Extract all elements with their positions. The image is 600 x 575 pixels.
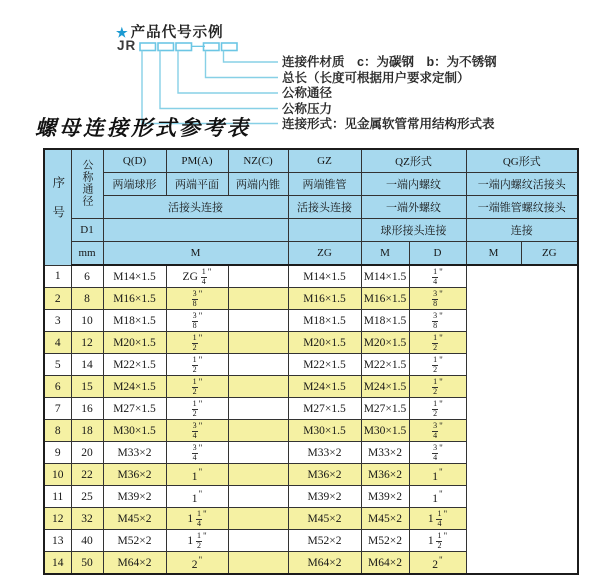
table-body	[44, 265, 578, 574]
table-row	[44, 310, 578, 332]
unit-header-qz-d: D	[409, 242, 466, 266]
col-header-diameter: 公称通径	[71, 149, 103, 219]
page-title: 螺母连接形式参考表	[35, 115, 251, 140]
cell-gz: 1 $\frac{1}{4}$ "	[166, 508, 228, 530]
cell-mm: 16	[71, 398, 103, 420]
cell-qg-zg: $\frac{1}{2}$ "	[409, 376, 466, 398]
unit-header-qg-zg: ZG	[521, 242, 578, 266]
cell-mm: 8	[71, 288, 103, 310]
cell-qg-zg: $\frac{3}{4}$ "	[409, 442, 466, 464]
cell-qz-d: M33×2	[288, 442, 361, 464]
unit-header-zg: ZG	[288, 242, 361, 266]
cell-m: M52×2	[103, 530, 166, 552]
subheader-blank-left	[103, 219, 288, 242]
header-row-1	[44, 149, 578, 173]
code-placeholder-box	[204, 43, 220, 51]
cell-mm: 14	[71, 354, 103, 376]
cell-qg-m: M64×2	[361, 552, 409, 575]
diagram-label-pressure: 公称压力	[282, 101, 333, 116]
cell-qg-zg: 1"	[409, 486, 466, 508]
header-row-5	[44, 242, 578, 266]
subheader-qz-inner-thread: 一端内螺纹	[361, 173, 466, 196]
cell-gz: $\frac{3}{4}$ "	[166, 442, 228, 464]
cell-qg-zg: $\frac{1}{2}$ "	[409, 398, 466, 420]
cell-gz: $\frac{1}{2}$ "	[166, 354, 228, 376]
star-icon: ★	[116, 25, 129, 40]
cell-qz-m	[228, 508, 288, 530]
cell-qg-zg: $\frac{1}{4}$ "	[409, 265, 466, 288]
cell-gz: $\frac{1}{2}$ "	[166, 376, 228, 398]
cell-qg-m: M36×2	[361, 464, 409, 486]
cell-m: M33×2	[103, 442, 166, 464]
cell-qg-m: M14×1.5	[361, 265, 409, 288]
cell-qg-zg: $\frac{1}{2}$ "	[409, 332, 466, 354]
cell-mm: 32	[71, 508, 103, 530]
cell-seq: 6	[44, 376, 71, 398]
cell-m: M18×1.5	[103, 310, 166, 332]
cell-qg-zg: $\frac{3}{4}$ "	[409, 420, 466, 442]
cell-qz-m	[228, 420, 288, 442]
col-header-seq: 序号	[44, 149, 71, 265]
code-placeholder-box	[158, 43, 174, 51]
subheader-nz-ends: 两端内锥	[228, 173, 288, 196]
cell-qz-m	[228, 530, 288, 552]
code-placeholder-box	[176, 43, 192, 51]
cell-qg-m: M27×1.5	[361, 398, 409, 420]
leader-line-diameter	[178, 51, 278, 94]
cell-qg-m: M20×1.5	[361, 332, 409, 354]
diagram-heading-text: 产品代号示例	[130, 25, 224, 41]
cell-qz-d: M45×2	[288, 508, 361, 530]
table-row	[44, 508, 578, 530]
table-row	[44, 464, 578, 486]
cell-qz-m	[228, 398, 288, 420]
cell-m: M20×1.5	[103, 332, 166, 354]
cell-seq: 14	[44, 552, 71, 575]
cell-qg-zg: 1"	[409, 464, 466, 486]
subheader-qg-connection: 连接	[466, 219, 578, 242]
cell-m: M39×2	[103, 486, 166, 508]
cell-qz-m	[228, 310, 288, 332]
subheader-qz-outer-thread: 一端外螺纹	[361, 196, 466, 219]
diagram-label-material: 连接件材质 c：为碳钢 b：为不锈钢	[282, 55, 497, 69]
cell-seq: 2	[44, 288, 71, 310]
cell-gz: $\frac{3}{4}$ "	[166, 420, 228, 442]
col-header-qd: Q(D)	[103, 149, 166, 173]
cell-mm: 40	[71, 530, 103, 552]
cell-mm: 6	[71, 265, 103, 288]
cell-mm: 10	[71, 310, 103, 332]
cell-qg-m: M45×2	[361, 508, 409, 530]
cell-qg-zg: 1 $\frac{1}{2}$ "	[409, 530, 466, 552]
subheader-union-connection: 活接头连接	[103, 196, 288, 219]
cell-qz-m	[228, 288, 288, 310]
table-row	[44, 442, 578, 464]
cell-seq: 10	[44, 464, 71, 486]
cell-seq: 5	[44, 354, 71, 376]
subheader-qg-taper-thread-joint: 一端锥管螺纹接头	[466, 196, 578, 219]
cell-mm: 22	[71, 464, 103, 486]
table-row	[44, 376, 578, 398]
cell-qz-d: M20×1.5	[288, 332, 361, 354]
cell-seq: 13	[44, 530, 71, 552]
cell-seq: 9	[44, 442, 71, 464]
diagram-label-length: 总长（长度可根据用户要求定制）	[282, 70, 470, 85]
col-header-qg: QG形式	[466, 149, 578, 173]
cell-mm: 25	[71, 486, 103, 508]
cell-qz-d: M14×1.5	[288, 265, 361, 288]
diagram-label-connection: 连接形式：见金属软管常用结构形式表	[282, 116, 495, 131]
cell-seq: 12	[44, 508, 71, 530]
cell-qz-m	[228, 486, 288, 508]
cell-qz-m	[228, 332, 288, 354]
code-placeholder-box	[140, 43, 156, 51]
cell-qg-m: M33×2	[361, 442, 409, 464]
unit-header-mm: mm	[71, 242, 103, 266]
cell-gz: $\frac{1}{2}$ "	[166, 332, 228, 354]
cell-qg-zg: 2"	[409, 552, 466, 575]
header-row-2	[44, 173, 578, 196]
table-row	[44, 332, 578, 354]
cell-seq: 7	[44, 398, 71, 420]
cell-m: M64×2	[103, 552, 166, 575]
subheader-q-ends: 两端球形	[103, 173, 166, 196]
cell-qz-d: M16×1.5	[288, 288, 361, 310]
cell-qz-d: M22×1.5	[288, 354, 361, 376]
cell-qg-m: M30×1.5	[361, 420, 409, 442]
unit-header-qz-m: M	[361, 242, 409, 266]
subheader-gz-union-connection: 活接头连接	[288, 196, 361, 219]
cell-qz-d: M52×2	[288, 530, 361, 552]
cell-m: M22×1.5	[103, 354, 166, 376]
table-row	[44, 486, 578, 508]
cell-m: M14×1.5	[103, 265, 166, 288]
cell-m: M27×1.5	[103, 398, 166, 420]
table-row	[44, 420, 578, 442]
cell-gz: $\frac{3}{8}$ "	[166, 288, 228, 310]
cell-m: M24×1.5	[103, 376, 166, 398]
cell-qg-m: M16×1.5	[361, 288, 409, 310]
cell-gz: ZG $\frac{1}{4}$ "	[166, 265, 228, 288]
table-row	[44, 354, 578, 376]
subheader-qz-ball-joint-connection: 球形接头连接	[361, 219, 466, 242]
table-row	[44, 288, 578, 310]
code-prefix: JR	[117, 38, 137, 53]
cell-qz-m	[228, 354, 288, 376]
cell-mm: 18	[71, 420, 103, 442]
leader-line-material	[224, 51, 279, 63]
cell-mm: 50	[71, 552, 103, 575]
table-row	[44, 530, 578, 552]
table-row	[44, 398, 578, 420]
cell-seq: 3	[44, 310, 71, 332]
cell-qg-zg: $\frac{3}{8}$ "	[409, 310, 466, 332]
cell-qz-d: M36×2	[288, 464, 361, 486]
cell-qz-d: M27×1.5	[288, 398, 361, 420]
cell-m: M36×2	[103, 464, 166, 486]
subheader-blank-gz	[288, 219, 361, 242]
cell-mm: 20	[71, 442, 103, 464]
cell-qz-d: M18×1.5	[288, 310, 361, 332]
cell-gz: 2"	[166, 552, 228, 575]
cell-qg-zg: 1 $\frac{1}{4}$ "	[409, 508, 466, 530]
subheader-pm-ends: 两端平面	[166, 173, 228, 196]
cell-qz-d: M64×2	[288, 552, 361, 575]
header-row-3	[44, 196, 578, 219]
code-separator: —	[192, 38, 205, 53]
cell-gz: 1"	[166, 486, 228, 508]
cell-m: M45×2	[103, 508, 166, 530]
cell-qg-zg: $\frac{3}{8}$ "	[409, 288, 466, 310]
cell-qg-m: M52×2	[361, 530, 409, 552]
cell-gz: $\frac{3}{8}$ "	[166, 310, 228, 332]
nut-connection-reference-table	[43, 148, 579, 575]
table-row	[44, 552, 578, 575]
unit-header-qg-m: M	[466, 242, 521, 266]
cell-qz-m	[228, 376, 288, 398]
cell-qz-m	[228, 265, 288, 288]
cell-qg-m: M24×1.5	[361, 376, 409, 398]
code-placeholder-box	[222, 43, 238, 51]
cell-qz-m	[228, 464, 288, 486]
table-row	[44, 265, 578, 288]
col-header-nzc: NZ(C)	[228, 149, 288, 173]
cell-qz-d: M30×1.5	[288, 420, 361, 442]
cell-qz-d: M39×2	[288, 486, 361, 508]
diagram-label-diameter: 公称通径	[282, 86, 333, 100]
cell-seq: 11	[44, 486, 71, 508]
col-header-qz: QZ形式	[361, 149, 466, 173]
subheader-qg-inner-thread-union: 一端内螺纹活接头	[466, 173, 578, 196]
cell-qg-zg: $\frac{1}{2}$ "	[409, 354, 466, 376]
cell-qz-d: M24×1.5	[288, 376, 361, 398]
cell-qg-m: M18×1.5	[361, 310, 409, 332]
cell-qg-m: M22×1.5	[361, 354, 409, 376]
subheader-d1: D1	[71, 219, 103, 242]
cell-qg-m: M39×2	[361, 486, 409, 508]
cell-seq: 8	[44, 420, 71, 442]
col-header-gz: GZ	[288, 149, 361, 173]
cell-seq: 4	[44, 332, 71, 354]
header-row-4	[44, 219, 578, 242]
cell-m: M16×1.5	[103, 288, 166, 310]
subheader-gz-ends: 两端锥管	[288, 173, 361, 196]
cell-gz: 1 $\frac{1}{2}$ "	[166, 530, 228, 552]
cell-gz: 1"	[166, 464, 228, 486]
cell-mm: 15	[71, 376, 103, 398]
cell-qz-m	[228, 442, 288, 464]
cell-m: M30×1.5	[103, 420, 166, 442]
cell-seq: 1	[44, 265, 71, 288]
cell-gz: $\frac{1}{2}$ "	[166, 398, 228, 420]
unit-header-m: M	[103, 242, 288, 266]
cell-mm: 12	[71, 332, 103, 354]
col-header-pma: PM(A)	[166, 149, 228, 173]
cell-qz-m	[228, 552, 288, 575]
leader-line-length	[206, 51, 279, 78]
